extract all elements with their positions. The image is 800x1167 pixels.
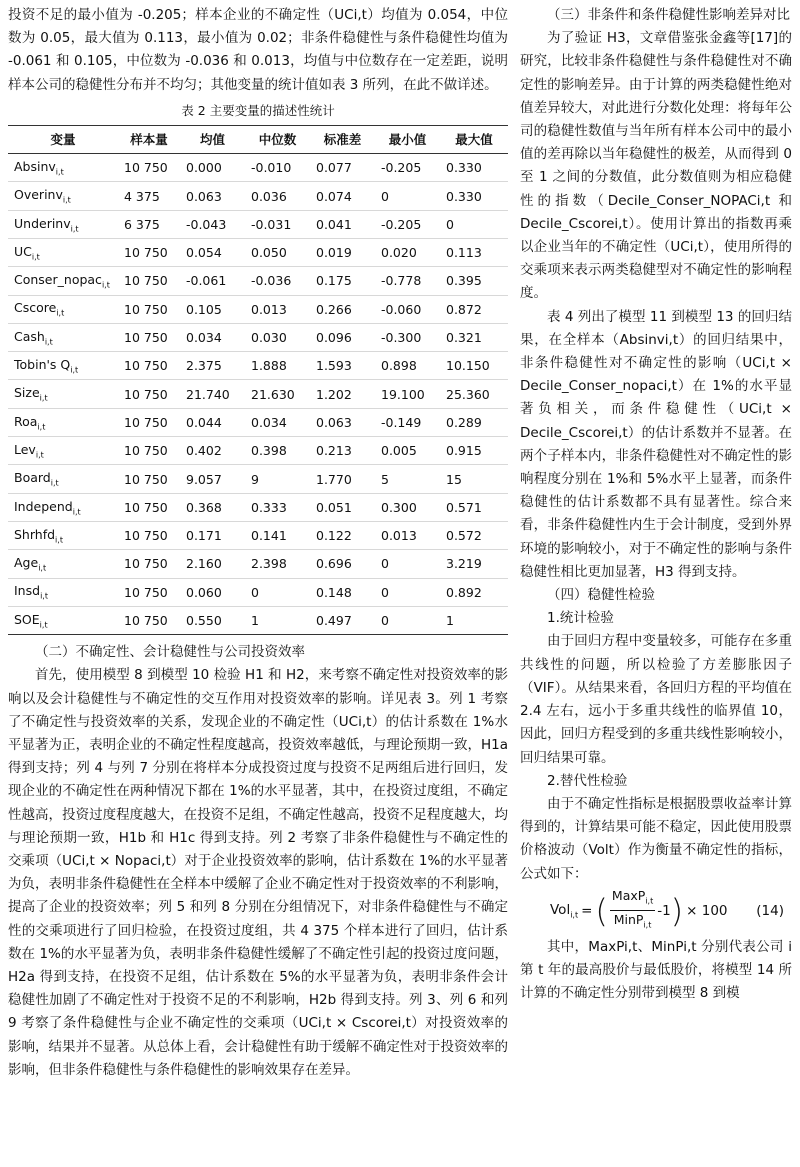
intro-paragraph: 投资不足的最小值为 -0.205；样本企业的不确定性（UCi,t）均值为 0.054，中位数为 0.05，最大值为 0.113，最小值为 0.02；非条件稳健性与条件稳健性均值为 -0.061 和 0.105，中位数为 -0.036 和 0.013，均值与中位数存在一定差距，说明样本公司的稳健性分布并不均匀；其他变量的统计值如表 3 所列，在此不做详述。 xyxy=(8,7,508,93)
cell-sd: 1.202 xyxy=(310,380,375,408)
table-row xyxy=(8,239,508,267)
cell-sample-size: 4 375 xyxy=(118,182,180,210)
header-sd: 标准差 xyxy=(310,125,375,153)
subsection1-heading: 1.统计检验 xyxy=(547,610,614,627)
cell-min: 19.100 xyxy=(375,380,440,408)
cell-min: 0.300 xyxy=(375,493,440,521)
subsection2-paragraph: 由于不确定性指标是根据股票收益率计算得到的，计算结果可能不稳定，因此使用股票价格波动（Volt）作为衡量不确定性的指标，公式如下： xyxy=(520,795,792,882)
cell-sample-size: 10 750 xyxy=(118,239,180,267)
table-row xyxy=(8,295,508,323)
cell-sd: 0.696 xyxy=(310,550,375,578)
cell-max: 3.219 xyxy=(440,550,508,578)
cell-mean: 0.034 xyxy=(180,323,245,351)
cell-sample-size: 10 750 xyxy=(118,352,180,380)
section3-paragraph-1: 为了验证 H3，文章借鉴张金鑫等[17]的研究，比较非条件稳健性与条件稳健性对不确定性的影响差异。由于计算的两类稳健性绝对值差异较大，对此进行分数化处理：将每年公司的稳健性数值与当年所有样本公司中的最小值的差再除以当年稳健性的极差，从而得到 0 至 1 之间的分数值，此分数值则为相应稳健性的指数（Decile_Conser_NOPACi,t 和 Decile_Cscorei,t）。使用计算出的指数再乘以企业当年的不确定性（UCi,t），使用所得的交乘项来表示两类稳健型对不确定性的影响程度。 xyxy=(520,30,792,302)
cell-median: -0.010 xyxy=(245,154,310,182)
table-row xyxy=(8,465,508,493)
cell-variable: Cash$_{i,t}$ xyxy=(8,323,118,351)
cell-max: 0.571 xyxy=(440,493,508,521)
table-row xyxy=(8,154,508,182)
cell-min: 0.020 xyxy=(375,239,440,267)
subsection2-heading: 2.替代性检验 xyxy=(547,772,628,789)
formula-lhs: Vol$_{i,t}$ xyxy=(550,901,579,920)
cell-sd: 0.148 xyxy=(310,578,375,606)
cell-mean: 0.060 xyxy=(180,578,245,606)
cell-max: 0.330 xyxy=(440,182,508,210)
cell-median: 9 xyxy=(245,465,310,493)
cell-variable: Size$_{i,t}$ xyxy=(8,380,118,408)
cell-sd: 0.122 xyxy=(310,521,375,549)
cell-sample-size: 10 750 xyxy=(118,578,180,606)
formula-equation-number: (14) xyxy=(756,902,784,919)
cell-mean: 0.063 xyxy=(180,182,245,210)
formula-denominator: MinP$_{i,t}$ xyxy=(613,912,652,930)
cell-sample-size: 10 750 xyxy=(118,606,180,634)
table-row xyxy=(8,578,508,606)
header-min: 最小值 xyxy=(375,125,440,153)
formula-numerator: MaxP$_{i,t}$ xyxy=(610,887,655,912)
cell-sd: 1.770 xyxy=(310,465,375,493)
table-row xyxy=(8,493,508,521)
table-row xyxy=(8,437,508,465)
cell-variable: Insd$_{i,t}$ xyxy=(8,578,118,606)
table-row xyxy=(8,182,508,210)
cell-max: 0.321 xyxy=(440,323,508,351)
table-row xyxy=(8,521,508,549)
cell-max: 15 xyxy=(440,465,508,493)
header-mean: 均值 xyxy=(180,125,245,153)
cell-median: 0 xyxy=(245,578,310,606)
cell-mean: 0.054 xyxy=(180,239,245,267)
cell-median: -0.031 xyxy=(245,210,310,238)
subsection1-paragraph: 由于回归方程中变量较多，可能存在多重共线性的问题，所以检验了方差膨胀因子（VIF）。从结果来看，各回归方程的平均值在 2.4 左右，远小于多重共线性的临界值 10，因此，回归方程受到的多重共线性影响较小，回归结果可靠。 xyxy=(520,633,792,766)
formula-times-100: × 100 xyxy=(686,902,728,919)
cell-variable: $SOE_{i,t}$ xyxy=(8,606,118,634)
cell-median: -0.036 xyxy=(245,267,310,295)
table-row xyxy=(8,352,508,380)
cell-median: 0.050 xyxy=(245,239,310,267)
cell-median: 0.036 xyxy=(245,182,310,210)
cell-variable: Cscore$_{i,t}$ xyxy=(8,295,118,323)
table-caption: 表 2 主要变量的描述性统计 xyxy=(181,102,335,118)
cell-variable: Age$_{i,t}$ xyxy=(8,550,118,578)
cell-variable: Overinv$_{i,t}$ xyxy=(8,182,118,210)
section3-heading: （三）非条件和条件稳健性影响差异对比 xyxy=(547,7,790,23)
cell-sd: 0.041 xyxy=(310,210,375,238)
cell-min: 0.005 xyxy=(375,437,440,465)
cell-sd: 0.051 xyxy=(310,493,375,521)
cell-sample-size: 10 750 xyxy=(118,323,180,351)
formula-fraction xyxy=(610,887,655,935)
cell-variable: Shrhfd$_{i,t}$ xyxy=(8,521,118,549)
cell-max: 0.892 xyxy=(440,578,508,606)
cell-variable: Independ$_{i,t}$ xyxy=(8,493,118,521)
cell-sd: 0.077 xyxy=(310,154,375,182)
cell-max: 0.113 xyxy=(440,239,508,267)
cell-variable: $UC_{i,t}$ xyxy=(8,239,118,267)
cell-mean: 0.171 xyxy=(180,521,245,549)
cell-sd: 0.019 xyxy=(310,239,375,267)
subsection2-after-formula: 其中，MaxPi,t、MinPi,t 分别代表公司 i 第 t 年的最高股价与最低股价，将模型 14 所计算的不确定性分别带到模型 8 到模 xyxy=(520,938,792,1002)
cell-sample-size: 10 750 xyxy=(118,154,180,182)
cell-min: 0 xyxy=(375,578,440,606)
cell-median: 1.888 xyxy=(245,352,310,380)
cell-sd: 0.074 xyxy=(310,182,375,210)
cell-max: 0.915 xyxy=(440,437,508,465)
cell-max: 0.289 xyxy=(440,408,508,436)
cell-median: 0.034 xyxy=(245,408,310,436)
cell-variable: Tobin's $Q_{i,t}$ xyxy=(8,352,118,380)
formula-minus-one: -1 xyxy=(657,902,671,919)
cell-sd: 0.266 xyxy=(310,295,375,323)
formula-right-paren: ) xyxy=(670,891,684,930)
cell-sample-size: 6 375 xyxy=(118,210,180,238)
cell-max: 10.150 xyxy=(440,352,508,380)
cell-min: 0.898 xyxy=(375,352,440,380)
cell-mean: -0.061 xyxy=(180,267,245,295)
right-column xyxy=(520,0,792,1005)
cell-variable: Absinv$_{i,t}$ xyxy=(8,154,118,182)
section2-paragraph: 首先，使用模型 8 到模型 10 检验 H1 和 H2，来考察不确定性对投资效率的影响以及会计稳健性与不确定性的交互作用对投资效率的影响。详见表 3。列 1 考察了不确定性与投资效率的关系，发现企业的不确定性（UCi,t）的估计系数在 1%水平显著为正，表明企业的不确定性程度越高，投资效率越低，与理论预期一致，H1a 得到支持；列 4 与列 7 分别在将样本分成投资过度与投资不足两组后进行回归，发现企业的不确定性在两种情况下都在 1%的水平显著，其中，在投资过度组，不确定性越高，投资过度程度越大，在投资不足组，不确定性越高，投资不足程度越大，均与理论预期一致，H1b 和 H1c 得到支持。列 2 考察了非条件稳健性与不确定性的交乘项（UCi,t × Nopaci,t）对于企业投资效率的影响，估计系数在 1%的水平显著为负，表明非条件稳健性在全样本中缓解了企业不确定性对于投资效率的不利影响，提高了企业的投资效率；列 5 和列 8 分别在分组情况下，对非条件稳健性与不确定性的交乘项进行了回归检验，在投资过度组，共 4 375 个样本进行了回归，估计系数在 1%的水平显著为负，表明非条件稳健性缓解了不确定性引起的投资过度问题，H2a 得到支持，在投资不足组，估计系数在 5%的水平显著为负，表明非条件会计稳健性加剧了不确定性对于投资不足的不利影响，H2b 得到支持。列 3、列 6 和列 9 考察了条件稳健性与企业不确定性的交乘项（UCi,t × Cscorei,t）对投资效率的影响，结果并不显著。从总体上看，会计稳健性有助于缓解不确定性对于投资效率的影响，但非条件稳健性与条件稳健性的影响效果存在差异。 xyxy=(8,667,508,1078)
cell-min: 0.013 xyxy=(375,521,440,549)
section3-paragraph-2: 表 4 列出了模型 11 到模型 13 的回归结果，在全样本（Absinvi,t）的回归结果中，非条件稳健性对不确定性的影响（UCi,t × Decile_Conser_nopaci,t）在 1%的水平显著负相关，而条件稳健性（UCi,t × Decile_Cscorei,t）的估计系数并不显著。在两个子样本内，非条件稳健性对不确定性的影响程度分别在 1%和 5%水平上显著，而条件稳健性的估计系数都不具有显著性。综合来看，非条件稳健性内生于会计制度，受到外界环境的影响较小，对于不确定性的影响与条件稳健性相比更加显著，H3 得到支持。 xyxy=(520,308,792,580)
header-median: 中位数 xyxy=(245,125,310,153)
cell-sd: 0.213 xyxy=(310,437,375,465)
formula-equals: = xyxy=(581,902,593,919)
cell-sample-size: 10 750 xyxy=(118,295,180,323)
cell-sample-size: 10 750 xyxy=(118,550,180,578)
cell-max: 25.360 xyxy=(440,380,508,408)
table-row xyxy=(8,550,508,578)
cell-min: -0.205 xyxy=(375,210,440,238)
cell-median: 0.398 xyxy=(245,437,310,465)
cell-mean: 2.160 xyxy=(180,550,245,578)
header-sample-size: 样本量 xyxy=(118,125,180,153)
cell-min: -0.060 xyxy=(375,295,440,323)
cell-sample-size: 10 750 xyxy=(118,465,180,493)
cell-variable: Underinv$_{i,t}$ xyxy=(8,210,118,238)
cell-mean: 2.375 xyxy=(180,352,245,380)
cell-variable: Board$_{i,t}$ xyxy=(8,465,118,493)
table-body xyxy=(8,154,508,635)
cell-sd: 1.593 xyxy=(310,352,375,380)
cell-variable: Roa$_{i,t}$ xyxy=(8,408,118,436)
header-variable: 变量 xyxy=(8,125,118,153)
table-row xyxy=(8,323,508,351)
cell-min: 5 xyxy=(375,465,440,493)
cell-max: 0 xyxy=(440,210,508,238)
cell-mean: -0.043 xyxy=(180,210,245,238)
cell-mean: 0.000 xyxy=(180,154,245,182)
cell-max: 1 xyxy=(440,606,508,634)
cell-median: 21.630 xyxy=(245,380,310,408)
cell-min: -0.300 xyxy=(375,323,440,351)
cell-min: -0.205 xyxy=(375,154,440,182)
cell-variable: Lev$_{i,t}$ xyxy=(8,437,118,465)
cell-median: 0.030 xyxy=(245,323,310,351)
table-row xyxy=(8,380,508,408)
cell-sample-size: 10 750 xyxy=(118,437,180,465)
table-row xyxy=(8,606,508,634)
section2-heading: （二）不确定性、会计稳健性与公司投资效率 xyxy=(35,644,305,661)
cell-mean: 0.044 xyxy=(180,408,245,436)
cell-mean: 21.740 xyxy=(180,380,245,408)
table-row xyxy=(8,408,508,436)
cell-mean: 0.105 xyxy=(180,295,245,323)
cell-sample-size: 10 750 xyxy=(118,521,180,549)
cell-max: 0.872 xyxy=(440,295,508,323)
table-header-row xyxy=(8,125,508,153)
cell-variable: Conser_nopac$_{i,t}$ xyxy=(8,267,118,295)
cell-min: 0 xyxy=(375,550,440,578)
cell-sd: 0.497 xyxy=(310,606,375,634)
cell-median: 2.398 xyxy=(245,550,310,578)
formula-left-paren: ( xyxy=(595,891,608,930)
cell-sd: 0.096 xyxy=(310,323,375,351)
cell-median: 0.141 xyxy=(245,521,310,549)
cell-sample-size: 10 750 xyxy=(118,380,180,408)
formula-14 xyxy=(520,888,792,934)
cell-median: 1 xyxy=(245,606,310,634)
cell-max: 0.330 xyxy=(440,154,508,182)
table-row xyxy=(8,267,508,295)
cell-min: 0 xyxy=(375,182,440,210)
cell-sample-size: 10 750 xyxy=(118,493,180,521)
cell-sd: 0.063 xyxy=(310,408,375,436)
table-row xyxy=(8,210,508,238)
left-column xyxy=(8,0,508,1082)
cell-median: 0.013 xyxy=(245,295,310,323)
cell-mean: 0.368 xyxy=(180,493,245,521)
descriptive-stats-table xyxy=(8,125,508,635)
cell-sample-size: 10 750 xyxy=(118,408,180,436)
cell-max: 0.572 xyxy=(440,521,508,549)
header-max: 最大值 xyxy=(440,125,508,153)
cell-mean: 0.550 xyxy=(180,606,245,634)
cell-mean: 9.057 xyxy=(180,465,245,493)
cell-min: 0 xyxy=(375,606,440,634)
cell-median: 0.333 xyxy=(245,493,310,521)
cell-min: -0.778 xyxy=(375,267,440,295)
cell-sd: 0.175 xyxy=(310,267,375,295)
section4-heading: （四）稳健性检验 xyxy=(547,587,655,604)
cell-sample-size: 10 750 xyxy=(118,267,180,295)
cell-mean: 0.402 xyxy=(180,437,245,465)
cell-max: 0.395 xyxy=(440,267,508,295)
cell-min: -0.149 xyxy=(375,408,440,436)
